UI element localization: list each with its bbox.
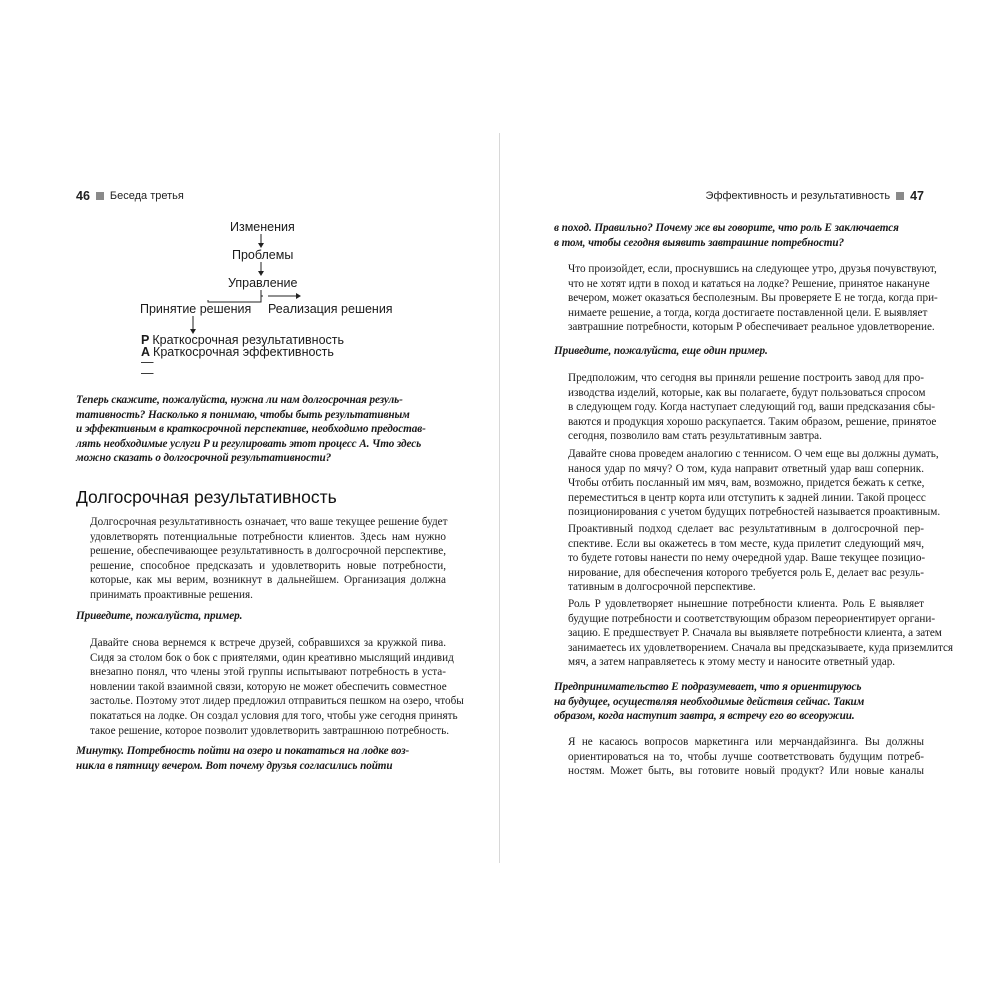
right-page (500, 0, 1000, 1000)
paragraph-proactive-approach: Проактивный подход сделает вас результативным в долгосрочной пер- спективе. Если вы окажетесь в том месте, куда прилетит следующий мяч, то будете готовы нанести по нему очередной удар. Ваше текущее позицио- нирование, для обеспечения которого требуется роль E, делает вас резуль- тативным в долгосрочной перспективе. (568, 523, 926, 594)
diagram-arrows (0, 0, 500, 390)
paragraph-next-morning: Что произойдет, если, проснувшись на следующее утро, друзья почувствуют, что не хотят идти в поход и кататься на лодке? Решение, принятое накануне вечером, может оказаться бесполезным. Вы проверяете E не тогда, когда при- нимаете решение, а тогда, когда достигаете поставленной цели. E выявляет завтрашние потребности, которым P обеспечивает реальное удовлетворение. (568, 263, 938, 334)
result-dash-2: — (141, 366, 154, 380)
result-dash-1: — (141, 355, 154, 369)
paragraph-tennis-analogy: Давайте снова проведем аналогию с теннисом. О чем еще вы должны думать, нанося удар по мячу? О том, куда направит ответный удар ваш соперник. Чтобы отбить посланный им мяч, вам, возможно, придется бежать к сетке, переместиться в центр корта или отступить к задней линии. Такой процесс позиционирования с учетом будущих потребностей называется проактивным. (568, 448, 941, 519)
paragraph-long-term-definition: Долгосрочная результативность означает, что ваше текущее решение будет удовлетворять потенциальные потребности клиентов. Здесь нам нужно решение, обеспечивающее результативность в долгосрочной перспективе, решение, способное предсказать и удовлетворить новые потребности, которые, как мы верим, возникнут в дальнейшем. Организация должна принимать проактивные решения. (90, 516, 448, 601)
result-line-p: P Краткосрочная результативность (141, 333, 345, 347)
running-head-right (706, 189, 924, 203)
page-number-left: 46 (76, 189, 90, 203)
node-decision-implementation: Реализация решения (268, 302, 393, 316)
node-decision-making: Принятие решения (140, 302, 252, 316)
arrow-management-branch (208, 290, 261, 302)
section-heading: Долгосрочная результативность (76, 487, 337, 507)
management-diagram (0, 0, 500, 390)
arrow-head-icon (296, 293, 301, 299)
question-long-term-effectiveness: Теперь скажите, пожалуйста, нужна ли нам долгосрочная резуль- тативность? Насколько я понимаю, чтобы быть результативным и эффективным в краткосрочной перспективе, необходимо предостав- лять необходимые услуги P и регулировать этот процесс A. Что здесь можно сказать о долгосрочной результативности? (76, 394, 426, 465)
paragraph-friends-example: Давайте снова вернемся к встрече друзей, собравшихся за кружкой пива. Сидя за столом бок о бок с приятелями, один креативно мыслящий индивид внезапно понял, что члены этой группы испытывают потребность в уста- новлении такой взаимной связи, которую не может обеспечить совместное застолье. Поэтому этот лидер предложил отправиться пешком на озеро, чтобы покататься на лодке. Он создал условия для того, чтобы уже сегодня принять такое решение, которое позволит удовлетворить завтрашнюю потребность. (90, 637, 464, 737)
running-head-title-left: Беседа третья (109, 190, 184, 202)
node-management: Управление (228, 276, 298, 290)
result-line-a: A Краткосрочная эффективность (141, 345, 334, 359)
page-number-right: 47 (910, 189, 924, 203)
question-another-example: Приведите, пожалуйста, еще один пример. (554, 345, 768, 357)
running-head-title-right: Эффективность и результативность (705, 190, 891, 202)
question-entrepreneurship: Предпринимательство E подразумевает, что я ориентируюсь на будущее, осуществляя необходимые действия сейчас. Таким образом, когда наступит завтра, я встречу его во всеоружии. (554, 681, 865, 723)
node-problems: Проблемы (232, 248, 294, 262)
paragraph-marketing: Я не касаюсь вопросов маркетинга или мерчандайзинга. Вы должны ориентироваться на то, чтобы лучше соответствовать будущим потреб- ностям. Может быть, вы готовите новый продукт? Или новые каналы (568, 736, 924, 778)
paragraph-roles-p-e: Роль P удовлетворяет нынешние потребности клиента. Роль E выявляет будущие потребности и соответствующим образом переориентирует органи- зацию. E предшествует P. Сначала вы выявляете потребности клиента, а затем занимаетесь их удовлетворением. Сначала вы предсказываете, куда приземлится мяч, а затем направляетесь к этому месту и наносите ответный удар. (568, 598, 954, 669)
question-continuation: в поход. Правильно? Почему же вы говорите, что роль E заключается в том, чтобы сегодня выявить завтрашние потребности? (554, 222, 899, 249)
node-changes: Изменения (230, 220, 295, 234)
square-bullet-icon (896, 192, 904, 200)
question-minute: Минутку. Потребность пойти на озеро и покататься на лодке воз- никла в пятницу вечером. Вот почему друзья согласились пойти (76, 745, 410, 772)
paragraph-factory-example: Предположим, что сегодня вы приняли решение построить завод для про- изводства изделий, которые, как вы полагаете, будут пользоваться спросом в следующем году. Когда наступает следующий год, ваши предсказания сбы- ваются и продукция хорошо раскупается. Таким образом, решение, принятое сегодня, позволило вам стать результативным завтра. (568, 372, 937, 443)
question-example: Приведите, пожалуйста, пример. (76, 610, 243, 622)
